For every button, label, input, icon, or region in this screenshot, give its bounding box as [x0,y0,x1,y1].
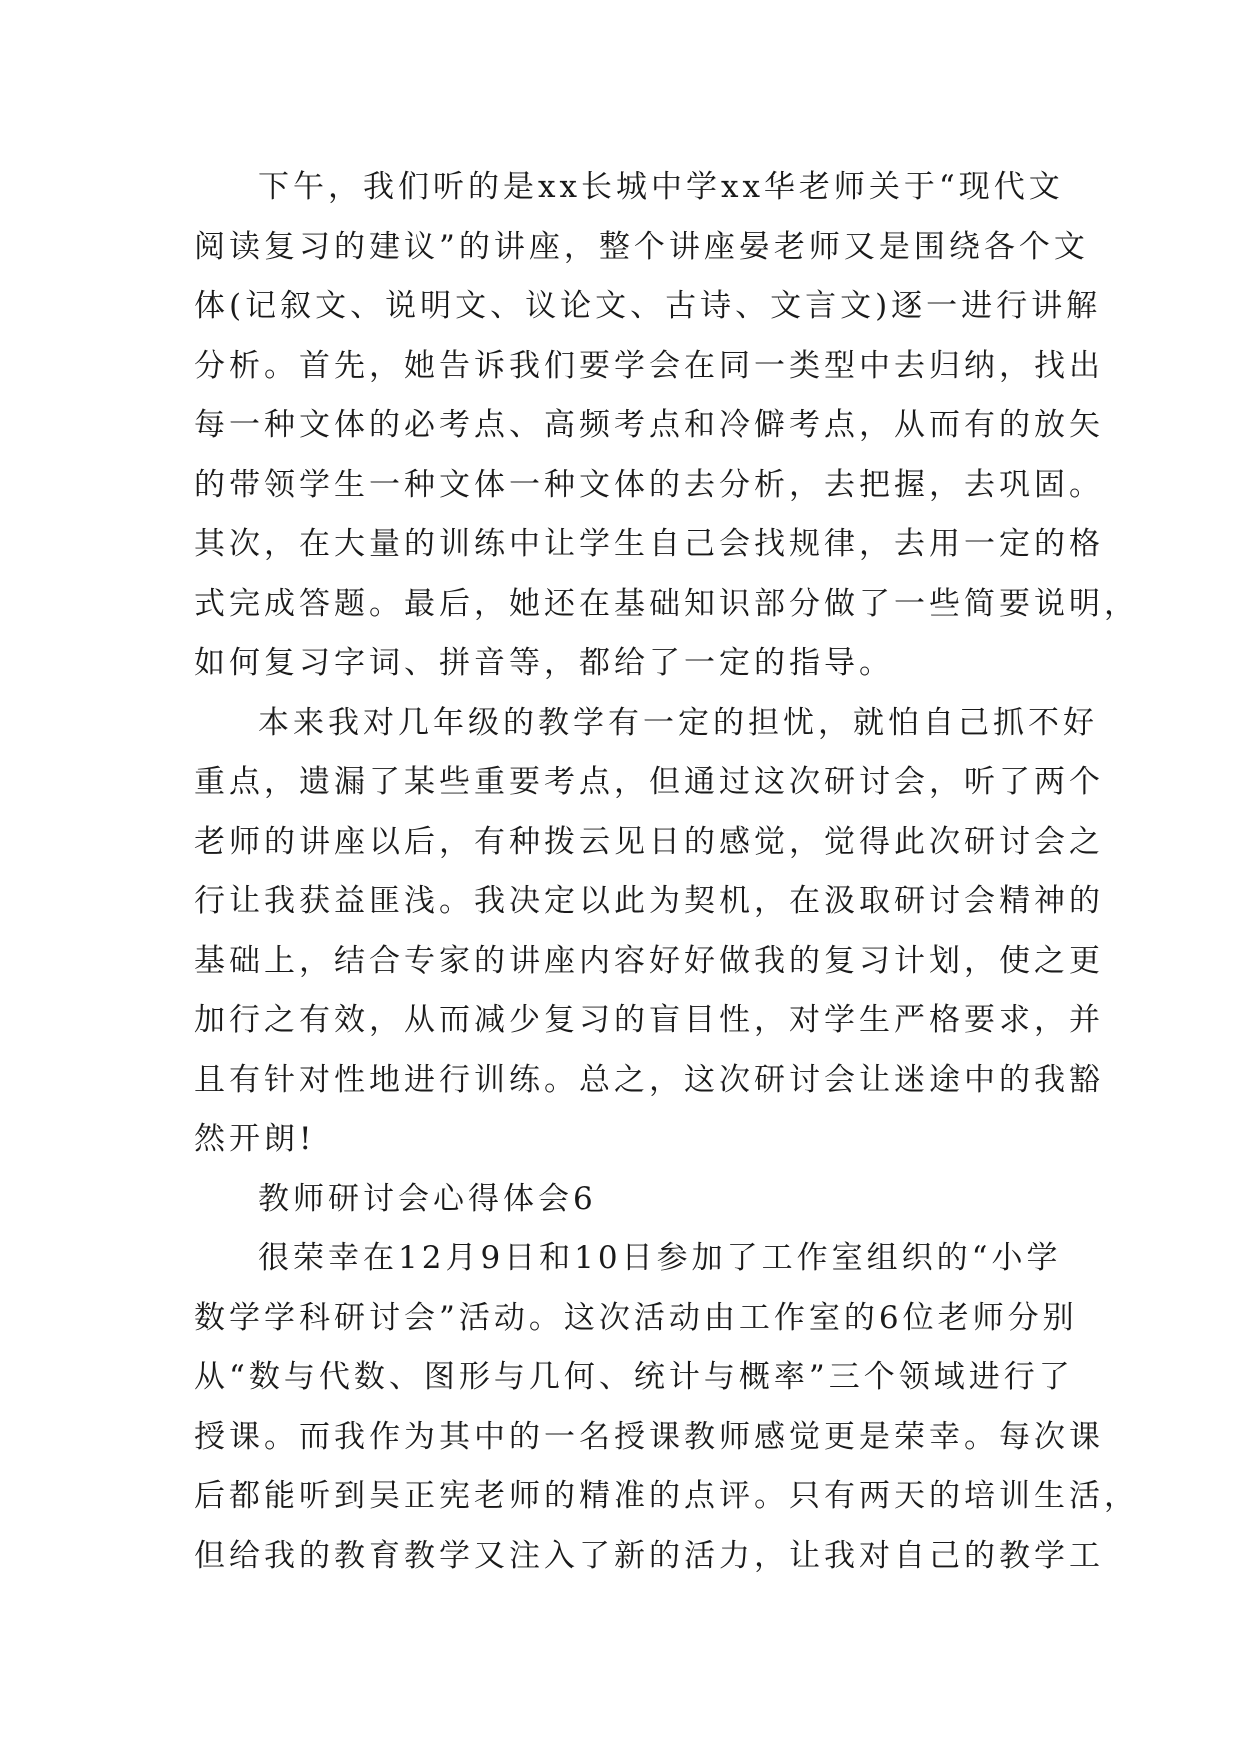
text-line: 其次，在大量的训练中让学生自己会找规律，去用一定的格 [194,526,1104,562]
text-line: 很荣幸在12月9日和10日参加了工作室组织的“小学 [258,1240,1062,1276]
text-line: 然开朗! [194,1121,316,1157]
text-line: 重点，遗漏了某些重要考点，但通过这次研讨会，听了两个 [194,764,1104,800]
text-line: 下午，我们听的是xx长城中学xx华老师关于“现代文 [258,169,1064,205]
text-line: 体(记叙文、说明文、议论文、古诗、文言文)逐一进行讲解 [194,288,1102,324]
text-line: 式完成答题。最后，她还在基础知识部分做了一些简要说明， [194,585,1139,622]
text-line: 老师的讲座以后，有种拨云见日的感觉，觉得此次研讨会之 [194,823,1104,860]
text-line: 阅读复习的建议”的讲座，整个讲座晏老师又是围绕各个文 [194,228,1089,265]
text-line: 基础上，结合专家的讲座内容好好做我的复习计划，使之更 [194,942,1104,979]
text-line: 从“数与代数、图形与几何、统计与概率”三个领域进行了 [194,1359,1074,1395]
text-line: 如何复习字词、拼音等，都给了一定的指导。 [194,645,894,681]
body-text [194,158,1139,1586]
text-line: 行让我获益匪浅。我决定以此为契机，在汲取研讨会精神的 [194,883,1104,919]
text-line: 的带领学生一种文体一种文体的去分析，去把握，去巩固。 [194,466,1104,503]
text-line: 授课。而我作为其中的一名授课教师感觉更是荣幸。每次课 [194,1418,1104,1455]
text-line: 本来我对几年级的教学有一定的担忧，就怕自己抓不好 [258,704,1098,741]
text-line: 后都能听到吴正宪老师的精准的点评。只有两天的培训生活， [194,1478,1139,1514]
text-line: 数学学科研讨会”活动。这次活动由工作室的6位老师分别 [194,1299,1078,1336]
text-line: 加行之有效，从而减少复习的盲目性，对学生严格要求，并 [194,1002,1104,1038]
text-line: 分析。首先，她告诉我们要学会在同一类型中去归纳，找出 [194,347,1104,384]
text-line: 每一种文体的必考点、高频考点和冷僻考点，从而有的放矢 [194,407,1104,443]
section-heading: 教师研讨会心得体会6 [258,1180,597,1217]
text-line: 且有针对性地进行训练。总之，这次研讨会让迷途中的我豁 [194,1061,1104,1098]
text-line: 但给我的教育教学又注入了新的活力，让我对自己的教学工 [194,1537,1104,1574]
